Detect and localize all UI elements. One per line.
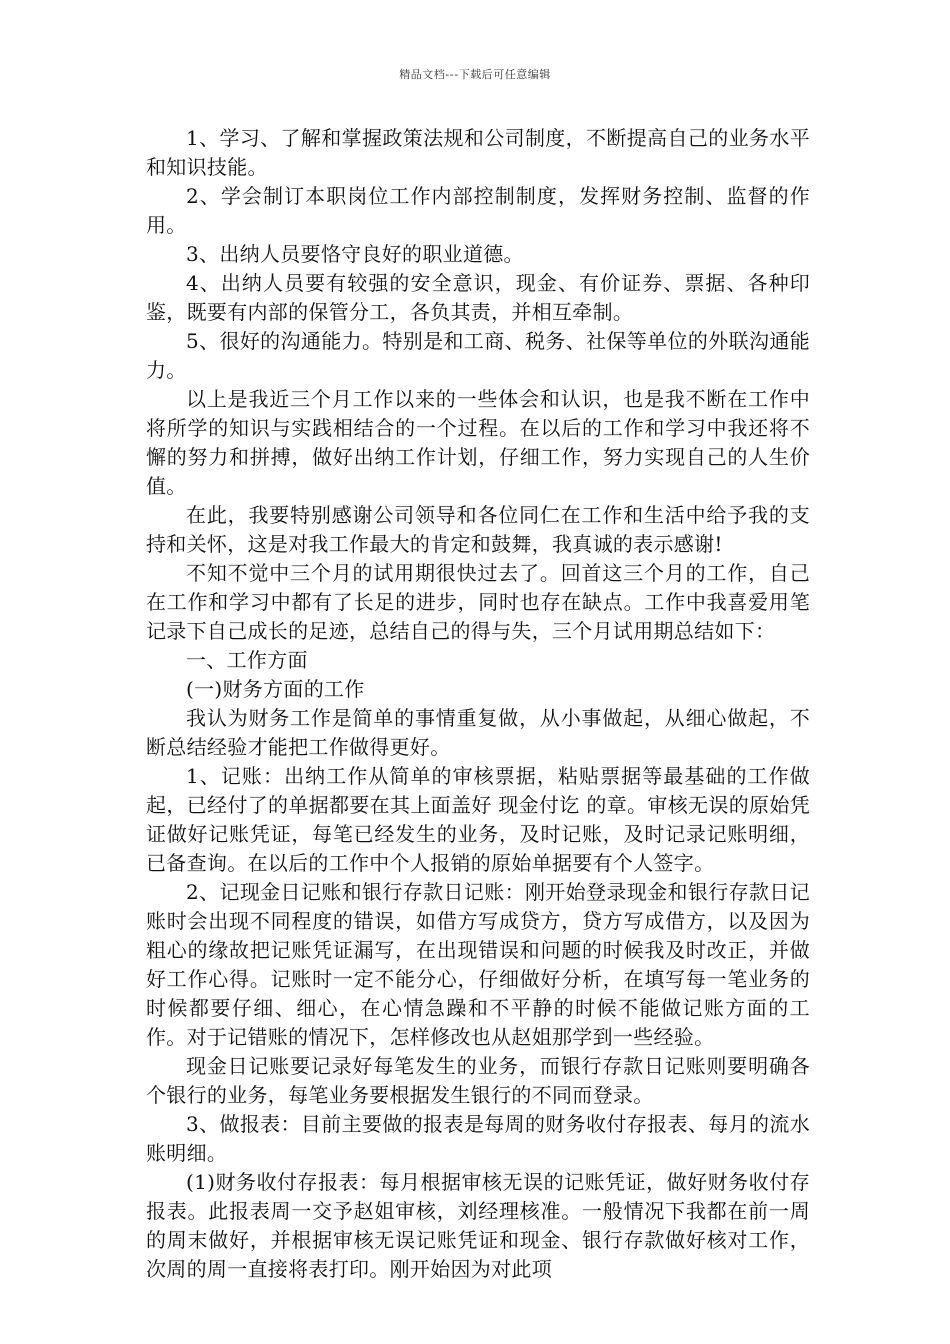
paragraph-11: 我认为财务工作是简单的事情重复做，从小事做起，从细心做起，不断总结经验才能把工作做得更好。 (146, 706, 810, 759)
paragraph-5: 5、很好的沟通能力。特别是和工商、税务、社保等单位的外联沟通能力。 (146, 329, 810, 382)
paragraph-1: 1、学习、了解和掌握政策法规和公司制度，不断提高自己的业务水平和知识技能。 (146, 126, 810, 179)
document-body (146, 124, 810, 1284)
paragraph-6: 以上是我近三个月工作以来的一些体会和认识，也是我不断在工作中将所学的知识与实践相结合的一个过程。在以后的工作和学习中我还将不懈的努力和拼搏，做好出纳工作计划，仔细工作，努力实现自己的人生价值。 (146, 387, 810, 498)
paragraph-4: 4、出纳人员要有较强的安全意识，现金、有价证券、票据、各种印鉴，既要有内部的保管分工，各负其责，并相互牵制。 (146, 271, 810, 324)
subsection-heading-finance: (一)财务方面的工作 (186, 677, 365, 701)
paragraph-7: 在此，我要特别感谢公司领导和各位同仁在工作和生活中给予我的支持和关怀，这是对我工作最大的肯定和鼓舞，我真诚的表示感谢! (146, 503, 810, 556)
paragraph-14: 现金日记账要记录好每笔发生的业务，而银行存款日记账则要明确各个银行的业务，每笔业务要根据发生银行的不同而登录。 (146, 1054, 810, 1107)
paragraph-15: 3、做报表：目前主要做的报表是每周的财务收付存报表、每月的流水账明细。 (146, 1112, 810, 1165)
section-heading-work: 一、工作方面 (186, 648, 308, 672)
paragraph-2: 2、学会制订本职岗位工作内部控制制度，发挥财务控制、监督的作用。 (146, 184, 810, 237)
paragraph-13: 2、记现金日记账和银行存款日记账：刚开始登录现金和银行存款日记账时会出现不同程度的错误，如借方写成贷方，贷方写成借方，以及因为粗心的缘故把记账凭证漏写，在出现错误和问题的时候我及时改正，并做好工作心得。记账时一定不能分心，仔细做好分析，在填写每一笔业务的时候都要仔细、细心，在心情急躁和不平静的时候不能做记账方面的工作。对于记错账的情况下，怎样修改也从赵姐那学到一些经验。 (146, 880, 810, 1049)
paragraph-3: 3、出纳人员要恪守良好的职业道德。 (186, 242, 524, 266)
paragraph-12: 1、记账：出纳工作从简单的审核票据，粘贴票据等最基础的工作做起，已经付了的单据都要在其上面盖好 现金付讫 的章。审核无误的原始凭证做好记账凭证，每笔已经发生的业务，及时记账，及时记录记账明细，已备查询。在以后的工作中个人报销的原始单据要有个人签字。 (146, 764, 810, 875)
paragraph-16: (1)财务收付存报表：每月根据审核无误的记账凭证，做好财务收付存报表。此报表周一交予赵姐审核，刘经理核准。一般情况下我都在前一周的周末做好，并根据审核无误记账凭证和现金、银行存款做好核对工作，次周的周一直接将表打印。刚开始因为对此项 (146, 1170, 810, 1281)
paragraph-8: 不知不觉中三个月的试用期很快过去了。回首这三个月的工作，自己在工作和学习中都有了长足的进步，同时也存在缺点。工作中我喜爱用笔记录下自己成长的足迹，总结自己的得与失，三个月试用期总结如下： (146, 561, 810, 643)
page-header: 精品文档---下载后可任意编辑 (399, 68, 551, 81)
